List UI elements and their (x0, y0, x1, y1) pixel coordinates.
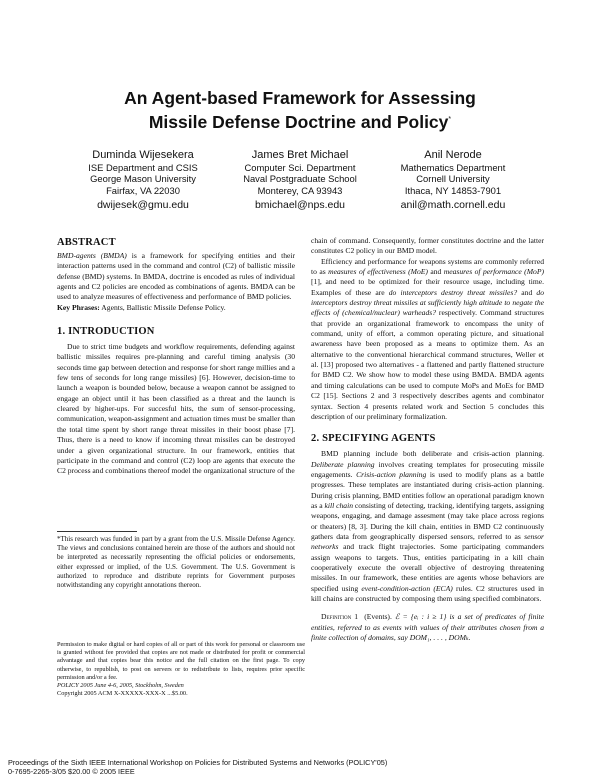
intro-paragraph: Due to strict time budgets and workflow requirements, defending against ballistic missiles requires pre-planning and careful timing analysis (30 seconds time gap between detection and response for short range millies and a few tens of seconds for long range missiles) [6]. However, decision-time to launch a weapon is bounded below, because a weapon cannot be assigned to engage an object until it has been classified as a threat and the launch is cleared by higher-ups. For succesful hits, the sum of sensor-processing, communication, weapon-assignment and actuation times must be smaller than the total time spent by short range threat missiles in their boost phase [7]. Thus, there is a need to know if incoming threat missiles can be destroyed under a given organizational structure. In our framework, entities that participate in the command and control (C2) loop are agents that execute the C2 process and combinations thereof model the organizational structure of the (57, 342, 295, 476)
footnote-rule (57, 531, 137, 532)
right-paragraph-0: chain of command. Consequently, former constitutes doctrine and the latter constitutes C2 policy in our BMD model. (311, 236, 544, 256)
title-line-1: An Agent-based Framework for Assessing (124, 88, 476, 108)
key-phrases: Key Phrases: Agents, Ballistic Missile Defense Policy. (57, 302, 226, 312)
footnote: *This research was funded in part by a grant from the U.S. Missile Defense Agency. The views and conclusions contained herein are those of the authors and should not be interpreted as necessarily representing the official policies or endorsements, either expressed or implied, of the U.S. Government. The U.S. Government is authorized to reproduce and distribute reprints for Government purposes notwithstanding any copyright annotations thereon. (57, 535, 295, 590)
right-paragraph-1: Efficiency and performance for weapons systems are commonly referred to as measures of effectiveness (MoE) and measures of performance (MoP) [1], and need to be optimized for their resource usage, including time. Examples of these are do interceptors destroy threat missiles? and do interceptors destroy threat missiles at sufficiently high altitude to negate the effects of (chemical/nuclear) warheads? respectively. Command structures that provide an organizational framework to encompass the unity of command, unity of effort, a common operating picture, and situational awareness have been proposed as a means to optimize them. As an alternative to the conventional hierarchical command structures, Weller et al. [13] proposed two alternatives - a flattened and partly flattened structure for BMD C2. We show how to model these using BMDA. BMDA agents and timing calculations can be used to compute MoPs and MoEs for BMD C2 [15]. Sections 2 and 3 respectively describes agents and combinator syntax. Section 4 presents related work and Section 5 concludes this description of our preliminary formalization. (311, 256, 545, 421)
author-dept: Mathematics Department (400, 162, 506, 173)
abstract-text: BMD-agents (BMDA) is a framework for specifying entities and their interaction patterns used in the command and control (C2) of ballistic missile defense (BMD) systems. In BMDA, doctrine is encoded as rules of individual agents and C2 policies are encoded as combinations of agents. BMDA can be used to analyze measures of effectiveness and performance of BMD policies. (57, 251, 295, 302)
permission-block (57, 641, 305, 698)
author-name: Duminda Wijesekera (92, 149, 194, 161)
right-paragraph-2: BMD planning include both deliberate and crisis-action planning. Deliberate planning involves creating templates for prosecuting missile engagements. Crisis-action planning is used to modify plans as a battle progresses. These templates are instantiated during crisis-action planning. During crisis planning, BMD entities follow an operational paradigm known as a kill chain consisting of detecting, tracking, identifying targets, assigning weapons, engaging, and damage assesment (may take place across regions or theaters) [8, 3]. During the kill chain, entities in BMD C2 continuously gathers data from geographically dispersed sensors, referred to as sensor networks and track flight trajectories. Some participating commanders assign weapons to targets. Thus, entities participating in a kill chain cooperatively execute the overall objective of destroying threatening missiles. In our framework, these entities are agents whose behaviors are specified using event-condition-action (ECA) rules. C2 structures used in kill chains are constructed by composing them using specified combinators. (311, 449, 545, 603)
author-address: Fairfax, VA 22030 (106, 184, 180, 196)
proceedings-line-2: 0-7695-2265-3/05 $20.00 © 2005 IEEE (8, 766, 135, 776)
author-org: Naval Postgraduate School (243, 173, 357, 185)
author-email[interactable]: anil@math.cornell.edu (400, 199, 506, 212)
author-address: Monterey, CA 93943 (257, 184, 343, 196)
conference-line: POLICY 2005 June 4-6, 2005, Stockholm, Sweden (57, 682, 184, 690)
author-block-3 (358, 148, 548, 212)
left-column (57, 236, 295, 477)
paper-title (0, 88, 600, 133)
author-org: George Mason University (90, 173, 196, 185)
definition-1: Definition 1 (Events). ℰ = {eᵢ : i ≥ 1} is a set of predicates of finite entities, referred to as events with values of their attributes chosen from a finite collection of domains, say DOM₁, . . . , DOMₖ. (311, 612, 544, 643)
copyright-line: Copyright 2005 ACM X-XXXXX-XXX-X ...$5.00. (57, 690, 188, 698)
permission-text: Permission to make digital or hard copies of all or part of this work for personal or classroom use is granted without fee provided that copies are not made or distributed for profit or commercial advantage and that copies bear this notice and the full citation on the first page. To copy otherwise, to republish, to post on servers or to redistribute to lists, requires prior specific permission and/or a fee. (57, 641, 305, 681)
right-column (311, 236, 544, 643)
author-org: Cornell University (416, 173, 490, 185)
author-address: Ithaca, NY 14853-7901 (404, 184, 502, 196)
author-name: James Bret Michael (251, 149, 349, 161)
title-line-2: Missile Defense Doctrine and Policy* (148, 111, 452, 132)
intro-heading: 1. INTRODUCTION (57, 326, 155, 338)
author-dept: Computer Sci. Department (244, 162, 356, 173)
title-footnote-mark: * (448, 116, 452, 123)
author-dept: ISE Department and CSIS (88, 162, 198, 173)
author-email[interactable]: bmichael@nps.edu (254, 199, 346, 212)
author-email[interactable]: dwijesek@gmu.edu (97, 199, 189, 212)
abstract-heading: ABSTRACT (57, 237, 116, 248)
section2-heading: 2. SPECIFYING AGENTS (311, 433, 436, 445)
proceedings-footer (8, 759, 468, 776)
proceedings-line-1: Proceedings of the Sixth IEEE International Workshop on Policies for Distributed Systems and Networks (POLICY'05) (8, 758, 388, 767)
author-name: Anil Nerode (424, 149, 482, 161)
